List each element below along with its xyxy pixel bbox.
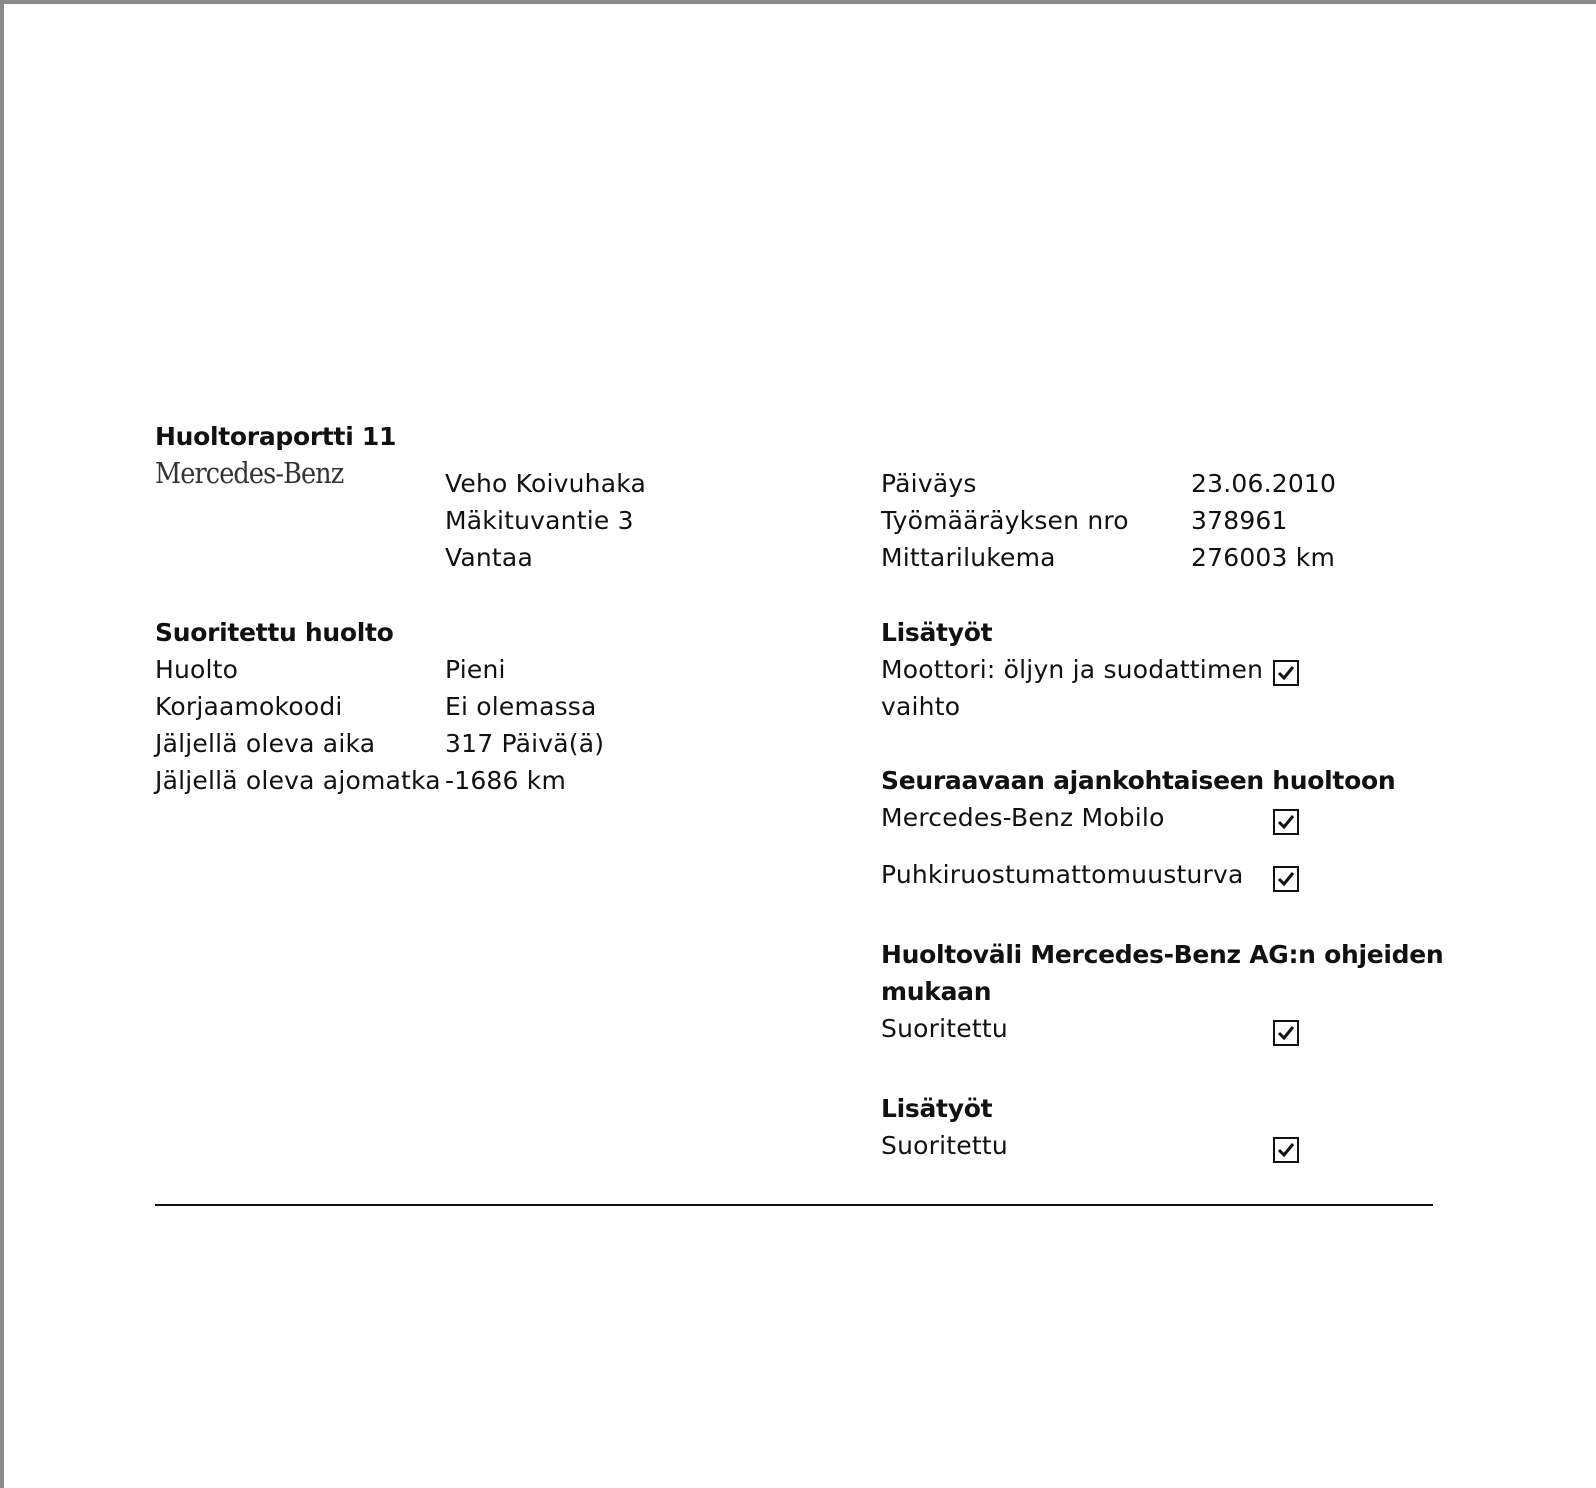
checkmark-icon bbox=[1277, 813, 1295, 831]
next-service-heading: Seuraavaan ajankohtaiseen huoltoon bbox=[881, 766, 1396, 795]
remaining-distance-label: Jäljellä oleva ajomatka bbox=[155, 766, 441, 795]
remaining-time-label: Jäljellä oleva aika bbox=[155, 729, 376, 758]
mobilo-label: Mercedes-Benz Mobilo bbox=[881, 803, 1165, 832]
workshop-code-label: Korjaamokoodi bbox=[155, 692, 343, 721]
document-page bbox=[4, 4, 1596, 1488]
checkmark-icon bbox=[1277, 870, 1295, 888]
extra-work-heading: Lisätyöt bbox=[881, 618, 993, 647]
remaining-distance-value: -1686 km bbox=[445, 766, 567, 795]
dealer-city: Vantaa bbox=[445, 543, 533, 572]
extra-work-2-performed-label: Suoritettu bbox=[881, 1131, 1008, 1160]
service-type-label: Huolto bbox=[155, 655, 239, 684]
dealer-name: Veho Koivuhaka bbox=[445, 469, 646, 498]
bottom-divider bbox=[155, 1204, 1433, 1206]
rust-warranty-label: Puhkiruostumattomuusturva bbox=[881, 860, 1244, 889]
interval-heading-line2: mukaan bbox=[881, 977, 992, 1006]
engine-oil-item-line1: Moottori: öljyn ja suodattimen bbox=[881, 655, 1264, 684]
mileage-value: 276003 km bbox=[1191, 543, 1336, 572]
checkmark-icon bbox=[1277, 1024, 1295, 1042]
mileage-label: Mittarilukema bbox=[881, 543, 1056, 572]
rust-warranty-checkbox[interactable] bbox=[1273, 866, 1299, 892]
mobilo-checkbox[interactable] bbox=[1273, 809, 1299, 835]
checkmark-icon bbox=[1277, 1141, 1295, 1159]
remaining-time-value: 317 Päivä(ä) bbox=[445, 729, 605, 758]
dealer-street: Mäkituvantie 3 bbox=[445, 506, 634, 535]
service-type-value: Pieni bbox=[445, 655, 506, 684]
interval-performed-label: Suoritettu bbox=[881, 1014, 1008, 1043]
report-title: Huoltoraportti 11 bbox=[155, 422, 397, 451]
extra-work-2-heading: Lisätyöt bbox=[881, 1094, 993, 1123]
service-heading: Suoritettu huolto bbox=[155, 618, 394, 647]
checkmark-icon bbox=[1277, 664, 1295, 682]
date-label: Päiväys bbox=[881, 469, 977, 498]
engine-oil-item-line2: vaihto bbox=[881, 692, 961, 721]
engine-oil-checkbox[interactable] bbox=[1273, 660, 1299, 686]
order-number-label: Työmääräyksen nro bbox=[881, 506, 1129, 535]
order-number-value: 378961 bbox=[1191, 506, 1288, 535]
workshop-code-value: Ei olemassa bbox=[445, 692, 597, 721]
interval-heading-line1: Huoltoväli Mercedes-Benz AG:n ohjeiden bbox=[881, 940, 1444, 969]
mercedes-benz-logo: Mercedes-Benz bbox=[155, 456, 344, 490]
date-value: 23.06.2010 bbox=[1191, 469, 1337, 498]
extra-work-2-checkbox[interactable] bbox=[1273, 1137, 1299, 1163]
interval-performed-checkbox[interactable] bbox=[1273, 1020, 1299, 1046]
